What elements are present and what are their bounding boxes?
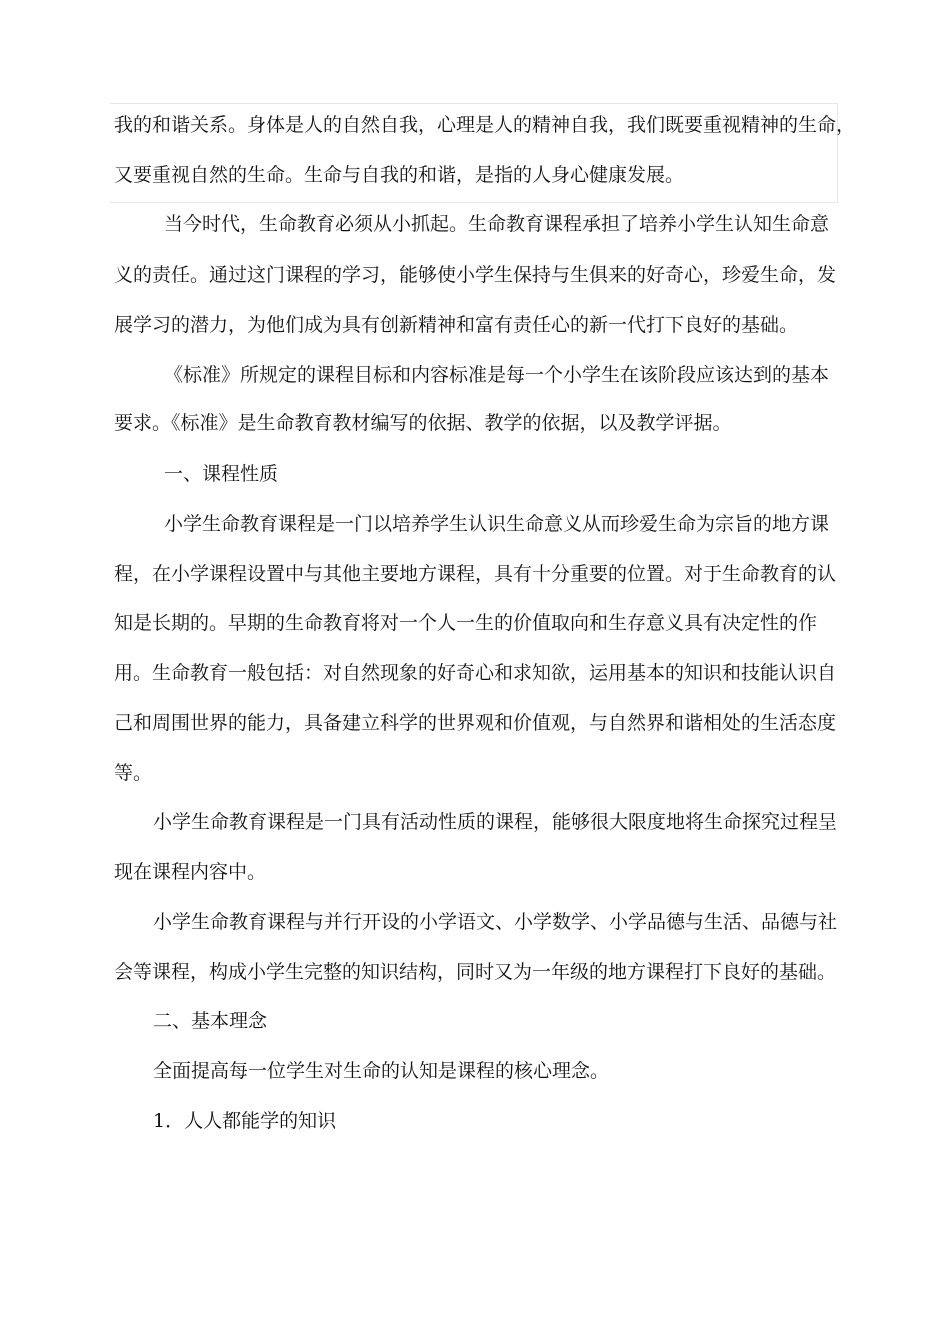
text-line: 要求。《标准》是生命教育教材编写的依据、教学的依据，以及教学评据。	[114, 412, 732, 434]
text-line: 我的和谐关系。身体是人的自然自我，心理是人的精神自我，我们既要重视精神的生命，	[114, 114, 856, 136]
text-line: 程，在小学课程设置中与其他主要地方课程，具有十分重要的位置。对于生命教育的认	[114, 563, 837, 585]
text-line: 己和周围世界的能力，具备建立科学的世界观和价值观，与自然界和谐相处的生活态度	[114, 712, 837, 734]
section-heading: 二、基本理念	[153, 1010, 268, 1032]
section-heading: 一、课程性质	[164, 463, 279, 485]
paragraph-first-line: 小学生命教育课程是一门具有活动性质的课程，能够很大限度地将生命探究过程呈	[153, 811, 838, 833]
paragraph-first-line: 《标准》所规定的课程目标和内容标准是每一个小学生在该阶段应该达到的基本	[164, 364, 830, 386]
paragraph-first-line: 小学生命教育课程与并行开设的小学语文、小学数学、小学品德与生活、品德与社	[153, 911, 838, 933]
paragraph-first-line: 当今时代，生命教育必须从小抓起。生命教育课程承担了培养小学生认知生命意	[164, 213, 830, 235]
paragraph-first-line: 小学生命教育课程是一门以培养学生认识生命意义从而珍爱生命为宗旨的地方课	[164, 513, 830, 535]
text-line: 又要重视自然的生命。生命与自我的和谐，是指的人身心健康发展。	[114, 164, 685, 186]
text-line: 义的责任。通过这门课程的学习，能够使小学生保持与生俱来的好奇心，珍爱生命，发	[114, 264, 837, 286]
text-line: 展学习的潜力，为他们成为具有创新精神和富有责任心的新一代打下良好的基础。	[114, 314, 799, 336]
paragraph-first-line: 全面提高每一位学生对生命的认知是课程的核心理念。	[153, 1060, 610, 1082]
text-line: 用。生命教育一般包括：对自然现象的好奇心和求知欲，运用基本的知识和技能认识自	[114, 662, 837, 684]
text-line: 知是长期的。早期的生命教育将对一个人一生的价值取向和生存意义具有决定性的作	[114, 612, 818, 634]
text-line: 会等课程，构成小学生完整的知识结构，同时又为一年级的地方课程打下良好的基础。	[114, 961, 837, 983]
text-line: 现在课程内容中。	[114, 861, 267, 883]
text-line: 等。	[114, 762, 153, 784]
subsection-heading: 1．人人都能学的知识	[153, 1110, 337, 1132]
